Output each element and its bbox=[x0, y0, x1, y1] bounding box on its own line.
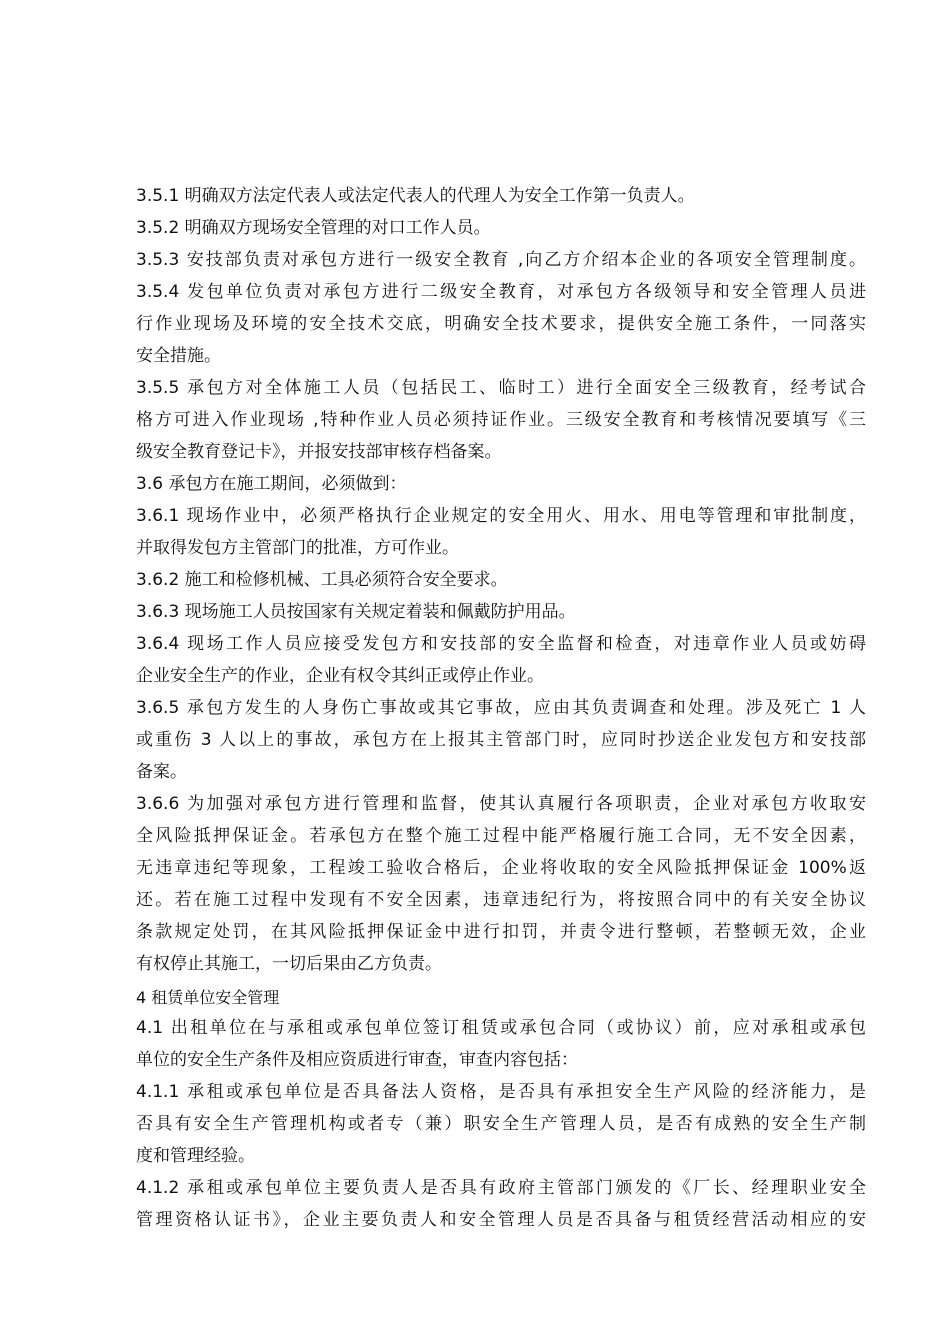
paragraph-line: 3.6.1 现场作业中，必须严格执行企业规定的安全用火、用水、用电等管理和审批制度， bbox=[136, 506, 866, 526]
paragraph-line: 有权停止其施工，一切后果由乙方负责。 bbox=[136, 954, 442, 974]
paragraph-line: 单位的安全生产条件及相应资质进行审查，审查内容包括： bbox=[136, 1050, 578, 1070]
paragraph-line: 否具有安全生产管理机构或者专（兼）职安全生产管理人员，是否有成熟的安全生产制 bbox=[136, 1114, 866, 1134]
section-heading: 4 租赁单位安全管理 bbox=[136, 988, 280, 1007]
paragraph-line: 度和管理经验。 bbox=[136, 1146, 255, 1166]
paragraph-line: 4.1 出租单位在与承租或承包单位签订租赁或承包合同（或协议）前，应对承租或承包 bbox=[136, 1018, 866, 1038]
paragraph-line: 企业安全生产的作业，企业有权令其纠正或停止作业。 bbox=[136, 666, 544, 686]
paragraph-line: 级安全教育登记卡》，并报安技部审核存档备案。 bbox=[136, 442, 502, 462]
paragraph-line: 3.6.5 承包方发生的人身伤亡事故或其它事故，应由其负责调查和处理。涉及死亡 1 人 bbox=[136, 698, 866, 718]
paragraph-line: 3.5.2 明确双方现场安全管理的对口工作人员。 bbox=[136, 218, 491, 238]
paragraph-line: 无违章违纪等现象，工程竣工验收合格后，企业将收取的安全风险抵押保证金 100%返 bbox=[136, 858, 866, 878]
paragraph-line: 3.5.1 明确双方法定代表人或法定代表人的代理人为安全工作第一负责人。 bbox=[136, 186, 695, 206]
paragraph-line: 3.6.6 为加强对承包方进行管理和监督，使其认真履行各项职责，企业对承包方收取安 bbox=[136, 794, 866, 814]
paragraph-line: 并取得发包方主管部门的批准，方可作业。 bbox=[136, 538, 459, 558]
paragraph-line: 3.5.5 承包方对全体施工人员（包括民工、临时工）进行全面安全三级教育，经考试合 bbox=[136, 378, 866, 398]
section-heading: 3.6 承包方在施工期间，必须做到： bbox=[136, 474, 407, 494]
paragraph-line: 3.6.2 施工和检修机械、工具必须符合安全要求。 bbox=[136, 570, 508, 590]
paragraph-line: 3.5.4 发包单位负责对承包方进行二级安全教育，对承包方各级领导和安全管理人员进 bbox=[136, 282, 866, 302]
paragraph-line: 全风险抵押保证金。若承包方在整个施工过程中能严格履行施工合同，无不安全因素， bbox=[136, 826, 866, 846]
paragraph-line: 4.1.2 承租或承包单位主要负责人是否具有政府主管部门颁发的《厂长、经理职业安全 bbox=[136, 1178, 866, 1198]
paragraph-line: 格方可进入作业现场 ,特种作业人员必须持证作业。三级安全教育和考核情况要填写《三 bbox=[136, 410, 866, 430]
paragraph-line: 还。若在施工过程中发现有不安全因素，违章违纪行为，将按照合同中的有关安全协议 bbox=[136, 890, 866, 910]
paragraph-line: 3.6.3 现场施工人员按国家有关规定着装和佩戴防护用品。 bbox=[136, 602, 576, 622]
paragraph-line: 或重伤 3 人以上的事故，承包方在上报其主管部门时，应同时抄送企业发包方和安技部 bbox=[136, 730, 866, 750]
paragraph-line: 备案。 bbox=[136, 762, 187, 782]
paragraph-line: 4.1.1 承租或承包单位是否具备法人资格，是否具有承担安全生产风险的经济能力，是 bbox=[136, 1082, 866, 1102]
paragraph-line: 3.5.3 安技部负责对承包方进行一级安全教育 ,向乙方介绍本企业的各项安全管理制度。 bbox=[136, 250, 866, 270]
paragraph-line: 条款规定处罚，在其风险抵押保证金中进行扣罚，并责令进行整顿，若整顿无效，企业 bbox=[136, 922, 866, 942]
paragraph-line: 安全措施。 bbox=[136, 346, 221, 366]
paragraph-line: 管理资格认证书》，企业主要负责人和安全管理人员是否具备与租赁经营活动相应的安 bbox=[136, 1210, 866, 1230]
paragraph-line: 行作业现场及环境的安全技术交底，明确安全技术要求，提供安全施工条件，一同落实 bbox=[136, 314, 866, 334]
paragraph-line: 3.6.4 现场工作人员应接受发包方和安技部的安全监督和检查，对违章作业人员或妨碍 bbox=[136, 634, 866, 654]
